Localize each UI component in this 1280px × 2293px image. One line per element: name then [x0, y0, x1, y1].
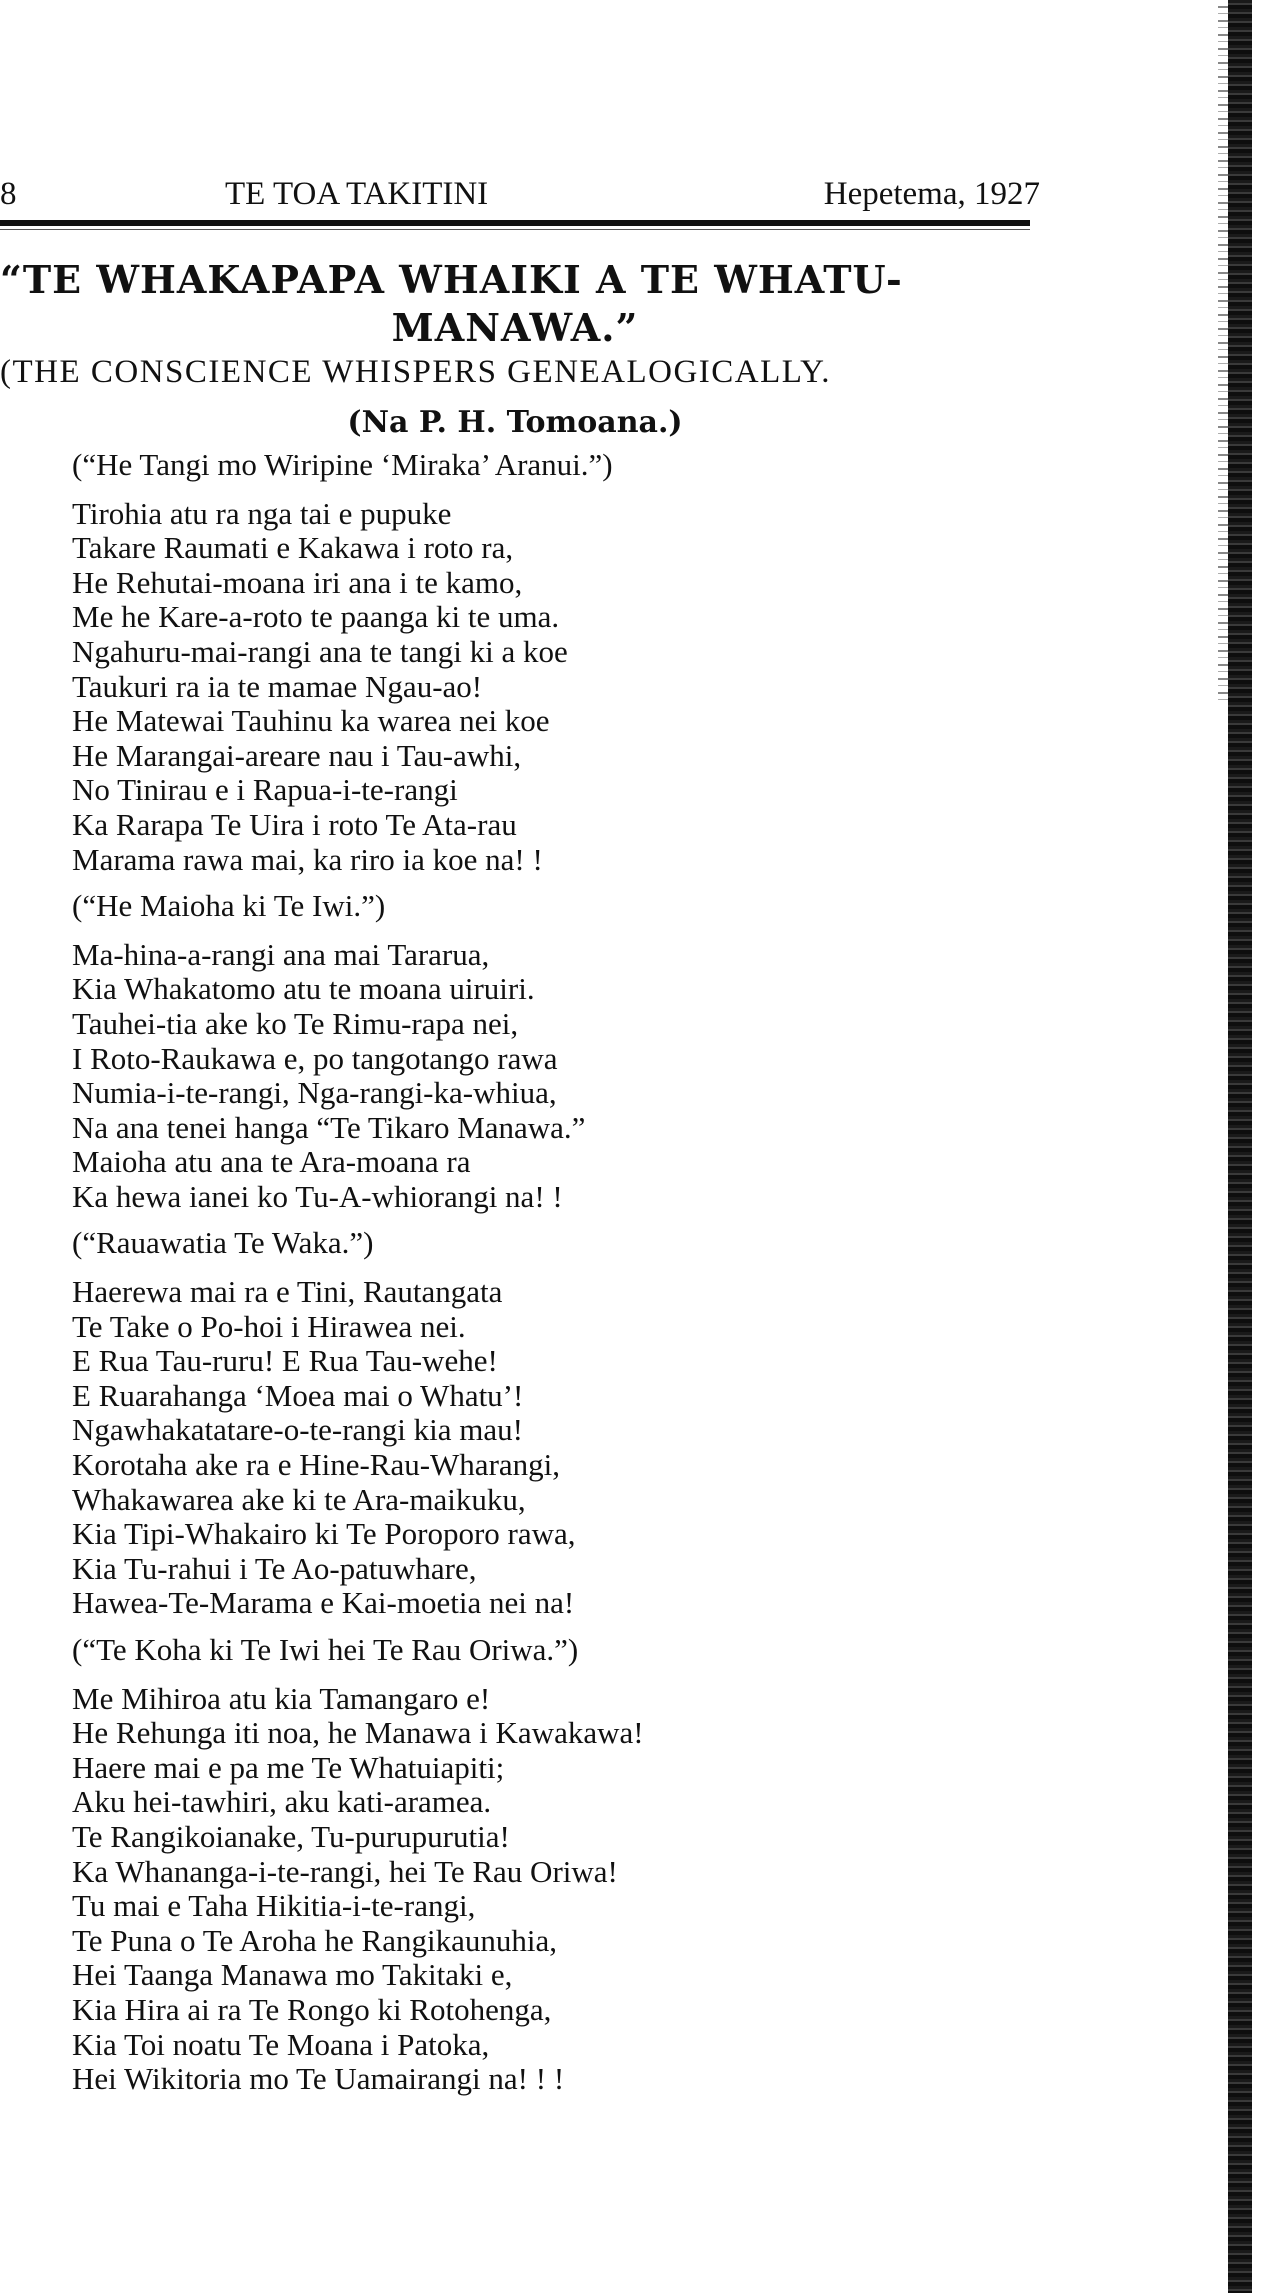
- verse-line: Na ana tenei hanga “Te Tikaro Manawa.”: [72, 1109, 586, 1145]
- verse-line: E Ruarahanga ‘Moea mai o Whatu’!: [72, 1377, 524, 1413]
- stanza: [72, 1633, 1172, 2097]
- stanza-heading: (“Te Koha ki Te Iwi hei Te Rau Oriwa.”): [72, 1632, 579, 1667]
- verse-line: Kia Toi noatu Te Moana i Patoka,: [72, 2026, 490, 2062]
- verse-line: Te Rangikoianake, Tu-purupurutia!: [72, 1818, 510, 1854]
- verse-line: Ma-hina-a-rangi ana mai Tararua,: [72, 936, 490, 972]
- verse-line: Ka hewa ianei ko Tu-A-whiorangi na! !: [72, 1178, 563, 1214]
- verse-line: Taukuri ra ia te mamae Ngau-ao!: [72, 668, 483, 704]
- verse-line: Aku hei-tawhiri, aku kati-aramea.: [72, 1784, 492, 1820]
- verse-line: Hei Wikitoria mo Te Uamairangi na! ! !: [72, 2061, 565, 2097]
- article-title-line2: MANAWA.”: [391, 305, 639, 350]
- article-subtitle: (THE CONSCIENCE WHISPERS GENEALOGICALLY.: [0, 354, 831, 390]
- stanza-heading: (“He Tangi mo Wiripine ‘Miraka’ Aranui.”): [72, 447, 613, 482]
- verse-line: Marama rawa mai, ka riro ia koe na! !: [72, 841, 543, 877]
- poem: [72, 448, 1172, 2109]
- verse-line: Ka Rarapa Te Uira i roto Te Ata-rau: [72, 806, 517, 842]
- stanza-heading: (“He Maioha ki Te Iwi.”): [72, 888, 386, 924]
- verse-line: He Rehunga iti noa, he Manawa i Kawakawa!: [72, 1715, 644, 1751]
- verse-line: Takare Raumati e Kakawa i roto ra,: [72, 530, 514, 566]
- verse-line: He Rehutai-moana iri ana i te kamo,: [72, 564, 523, 600]
- verse-line: Hei Taanga Manawa mo Takitaki e,: [72, 1957, 513, 1993]
- verse-line: Haere mai e pa me Te Whatuiapiti;: [72, 1749, 505, 1785]
- verse-line: Te Puna o Te Aroha he Rangikaunuhia,: [72, 1922, 557, 1958]
- verse-line: Kia Tu-rahui i Te Ao-patuwhare,: [72, 1550, 477, 1586]
- page-binding-edge: [1228, 0, 1252, 2293]
- verse-line: Tauhei-tia ake ko Te Rimu-rapa nei,: [72, 1005, 519, 1041]
- verse-line: Numia-i-te-rangi, Nga-rangi-ka-whiua,: [72, 1075, 557, 1111]
- running-header: [0, 176, 1040, 220]
- stanza: [72, 448, 1172, 877]
- article-author: (Na P. H. Tomoana.): [347, 405, 683, 440]
- page-number: 8: [0, 176, 17, 212]
- verse-line: Tirohia atu ra nga tai e pupuke: [72, 495, 452, 531]
- verse-line: Korotaha ake ra e Hine-Rau-Wharangi,: [72, 1447, 561, 1483]
- running-title: TE TOA TAKITINI: [225, 176, 489, 212]
- issue-date: Hepetema, 1927: [823, 176, 1040, 212]
- verse-line: I Roto-Raukawa e, po tangotango rawa: [72, 1040, 558, 1076]
- verse-line: He Marangai-areare nau i Tau-awhi,: [72, 737, 522, 773]
- article-title: [0, 256, 1030, 352]
- verse-line: No Tinirau e i Rapua-i-te-rangi: [72, 772, 458, 808]
- verse-line: Ka Whananga-i-te-rangi, hei Te Rau Oriwa!: [72, 1853, 618, 1889]
- article-title-line1: “TE WHAKAPAPA WHAIKI A TE WHATU-: [0, 257, 903, 302]
- verse-line: Kia Tipi-Whakairo ki Te Poroporo rawa,: [72, 1516, 576, 1552]
- verse-line: Me he Kare-a-roto te paanga ki te uma.: [72, 599, 560, 635]
- verse-line: Ngawhakatatare-o-te-rangi kia mau!: [72, 1412, 523, 1448]
- verse-line: Whakawarea ake ki te Ara-maikuku,: [72, 1481, 526, 1517]
- verse-line: Hawea-Te-Marama e Kai-moetia nei na!: [72, 1585, 575, 1621]
- verse-line: Maioha atu ana te Ara-moana ra: [72, 1144, 471, 1180]
- verse-line: E Rua Tau-ruru! E Rua Tau-wehe!: [72, 1343, 498, 1379]
- verse-line: Kia Whakatomo atu te moana uiruiri.: [72, 971, 535, 1007]
- verse-line: Ngahuru-mai-rangi ana te tangi ki a koe: [72, 633, 568, 669]
- verse-line: Me Mihiroa atu kia Tamangaro e!: [72, 1680, 491, 1716]
- stanza: [72, 889, 1172, 1214]
- header-rule: [0, 220, 1030, 226]
- verse-line: Tu mai e Taha Hikitia-i-te-rangi,: [72, 1888, 476, 1924]
- verse-line: He Matewai Tauhinu ka warea nei koe: [72, 703, 550, 739]
- verse-line: Te Take o Po-hoi i Hirawea nei.: [72, 1308, 466, 1344]
- verse-line: Kia Hira ai ra Te Rongo ki Rotohenga,: [72, 1991, 552, 2027]
- stanza: [72, 1226, 1172, 1621]
- stanza-heading: (“Rauawatia Te Waka.”): [72, 1225, 374, 1261]
- verse-line: Haerewa mai ra e Tini, Rautangata: [72, 1274, 503, 1310]
- header-rule-thin: [0, 229, 1030, 230]
